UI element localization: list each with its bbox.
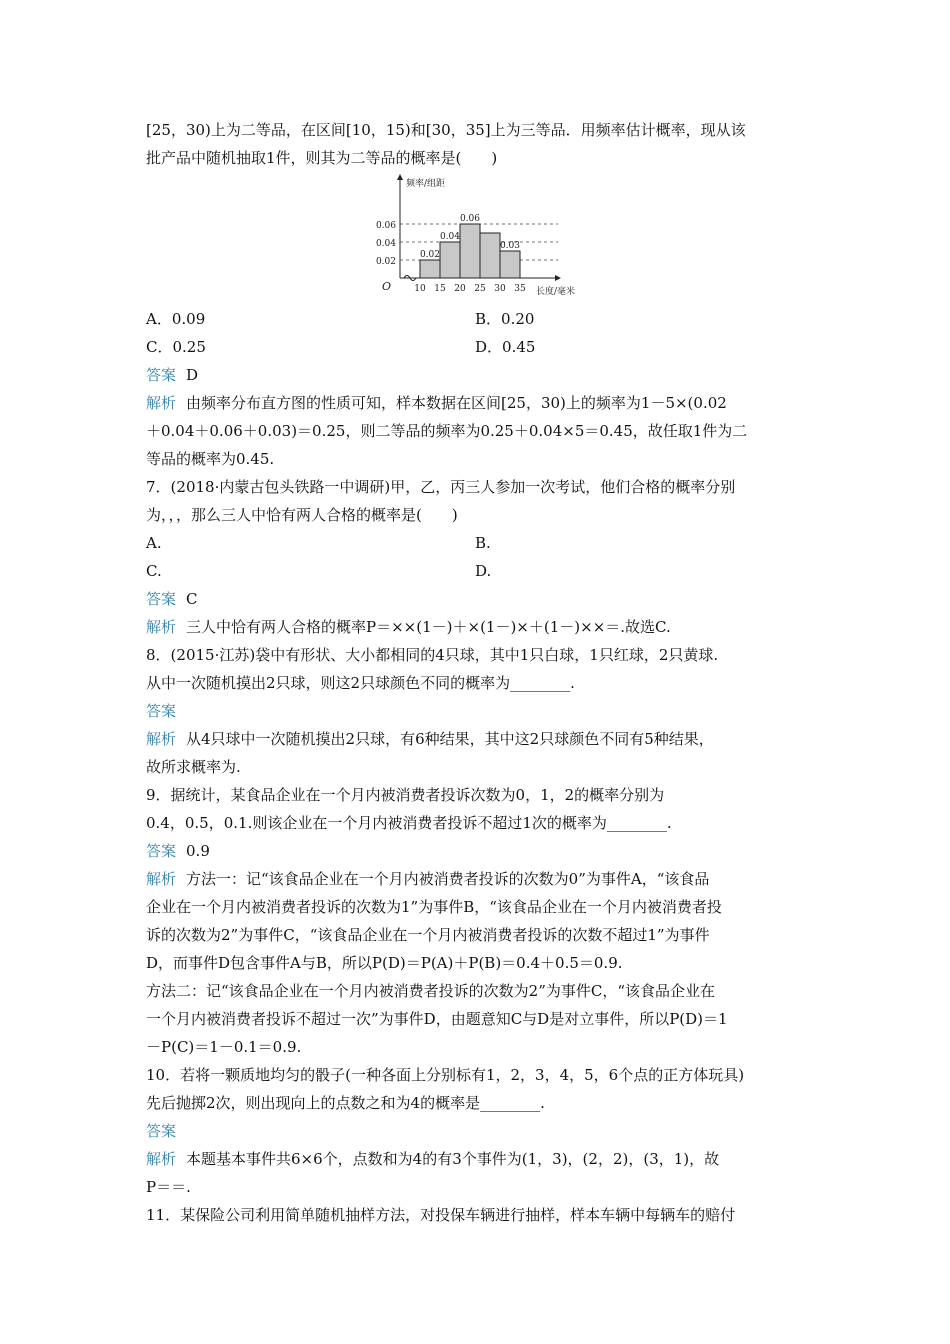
answer-value: 0.9: [186, 842, 210, 860]
answer-value: C: [186, 590, 198, 608]
answer-value: D: [186, 366, 199, 384]
q7-explanation: [146, 617, 816, 637]
origin-label: O: [382, 280, 392, 293]
bar-value-label: 0.03: [499, 241, 521, 251]
y-tick-label: 0.02: [375, 257, 396, 267]
q8-explanation-line2: 故所求概率为.: [146, 758, 241, 776]
question-10-line2: 先后抛掷2次，则出现向上的点数之和为4的概率是________.: [146, 1094, 545, 1112]
q7-option-a: A.: [146, 534, 162, 552]
question-9-line1: 9．据统计，某食品企业在一个月内被消费者投诉次数为0，1，2的概率分别为: [146, 786, 665, 804]
bar-value-label: 0.04: [439, 232, 461, 242]
q10-explanation-line2: P＝＝.: [146, 1178, 191, 1196]
answer-label: 答案: [146, 590, 177, 608]
question-6-text-line1: [25，30)上为二等品，在区间[10，15)和[30，35]上为三等品．用频率估计概率，现从该: [146, 121, 746, 139]
y-axis-title: 频率/组距: [406, 179, 446, 189]
explanation-text: 本题基本事件共6×6个，点数和为4的有3个事件为(1，3)，(2，2)，(3，1)，故: [186, 1150, 720, 1168]
x-tick-label: 15: [434, 284, 446, 294]
q9-explanation-line1: [146, 869, 816, 889]
histogram-bar: [420, 260, 440, 278]
q9-explanation-line2: 企业在一个月内被消费者投诉的次数为1”为事件B，“该食品企业在一个月内被消费者投: [146, 898, 722, 916]
x-tick-label: 10: [414, 284, 426, 294]
q9-answer: [146, 841, 816, 861]
q6-option-d: D．0.45: [475, 338, 536, 356]
q9-explanation-line4: D，而事件D包含事件A与B，所以P(D)＝P(A)＋P(B)＝0.4＋0.5＝0.9.: [146, 954, 623, 972]
q6-explanation-line1: [146, 393, 816, 413]
bar-value-label: 0.02: [419, 250, 441, 260]
x-tick-label: 30: [494, 284, 506, 294]
question-10-line1: 10．若将一颗质地均匀的骰子(一种各面上分别标有1，2，3，4，5，6个点的正方体玩具): [146, 1066, 745, 1084]
question-11-line1: 11．某保险公司利用简单随机抽样方法，对投保车辆进行抽样，样本车辆中每辆车的赔付: [146, 1206, 736, 1224]
q7-option-d: D.: [475, 562, 492, 580]
x-axis-title: 长度/毫米: [536, 287, 576, 297]
y-tick-label: 0.04: [375, 239, 396, 249]
histogram-bar: [460, 224, 480, 278]
q8-answer: [146, 701, 816, 721]
x-tick-label: 20: [454, 284, 466, 294]
q7-option-b: B.: [475, 534, 491, 552]
q10-explanation-line1: [146, 1149, 816, 1169]
q10-answer: [146, 1121, 816, 1141]
q6-answer: [146, 365, 816, 385]
q6-explanation-line2: ＋0.04＋0.06＋0.03)＝0.25，则二等品的频率为0.25＋0.04×5＝0.45，故任取1件为二: [146, 422, 748, 440]
x-axis-arrow: [555, 275, 561, 281]
x-tick-label: 35: [514, 284, 526, 294]
question-8-line1: 8．(2015·江苏)袋中有形状、大小都相同的4只球，其中1只白球，1只红球，2只黄球.: [146, 646, 719, 664]
q6-explanation-line3: 等品的概率为0.45.: [146, 450, 275, 468]
answer-label: 答案: [146, 702, 177, 720]
y-tick-label: 0.06: [375, 221, 396, 231]
explanation-text: 从4只球中一次随机摸出2只球，有6种结果，其中这2只球颜色不同有5种结果，: [186, 730, 714, 748]
q6-option-c: C．0.25: [146, 338, 206, 356]
q9-explanation-line3: 诉的次数为2”为事件C，“该食品企业在一个月内被消费者投诉的次数不超过1”为事件: [146, 926, 710, 944]
explanation-label: 解析: [146, 394, 177, 412]
x-tick-label: 25: [474, 284, 486, 294]
histogram-bar: [440, 242, 460, 278]
question-8-line2: 从中一次随机摸出2只球，则这2只球颜色不同的概率为________.: [146, 674, 575, 692]
q9-explanation-line6: 一个月内被消费者投诉不超过一次”为事件D，由题意知C与D是对立事件，所以P(D)＝1: [146, 1010, 728, 1028]
q7-answer: [146, 589, 816, 609]
q6-option-b: B．0.20: [475, 310, 535, 328]
histogram-bar: [500, 251, 520, 278]
question-9-line2: 0.4，0.5，0.1.则该企业在一个月内被消费者投诉不超过1次的概率为________.: [146, 814, 672, 832]
answer-label: 答案: [146, 842, 177, 860]
q6-option-a: A．0.09: [146, 310, 206, 328]
explanation-label: 解析: [146, 1150, 177, 1168]
answer-label: 答案: [146, 1122, 177, 1140]
question-6-text-line2: 批产品中随机抽取1件，则其为二等品的概率是( ): [146, 149, 498, 167]
explanation-text: 三人中恰有两人合格的概率P＝××(1－)＋×(1－)×＋(1－)××＝.故选C.: [186, 618, 671, 636]
q9-explanation-line7: －P(C)＝1－0.1＝0.9.: [146, 1038, 302, 1056]
q9-explanation-line5: 方法二：记“该食品企业在一个月内被消费者投诉的次数为2”为事件C，“该食品企业在: [146, 982, 716, 1000]
histogram-chart: [360, 172, 590, 297]
y-axis-arrow: [397, 174, 403, 180]
explanation-label: 解析: [146, 618, 177, 636]
histogram-bar: [480, 233, 500, 278]
explanation-text: 由频率分布直方图的性质可知，样本数据在区间[25，30)上的频率为1－5×(0.02: [186, 394, 727, 412]
question-7-line2: 为，，，那么三人中恰有两人合格的概率是( ): [146, 506, 458, 524]
bar-value-label: 0.06: [459, 214, 481, 224]
explanation-text: 方法一：记“该食品企业在一个月内被消费者投诉的次数为0”为事件A，“该食品: [186, 870, 710, 888]
q7-option-c: C.: [146, 562, 162, 580]
explanation-label: 解析: [146, 870, 177, 888]
answer-label: 答案: [146, 366, 177, 384]
q8-explanation-line1: [146, 729, 816, 749]
question-7-line1: 7．(2018·内蒙古包头铁路一中调研)甲，乙，丙三人参加一次考试，他们合格的概率分别: [146, 478, 736, 496]
explanation-label: 解析: [146, 730, 177, 748]
